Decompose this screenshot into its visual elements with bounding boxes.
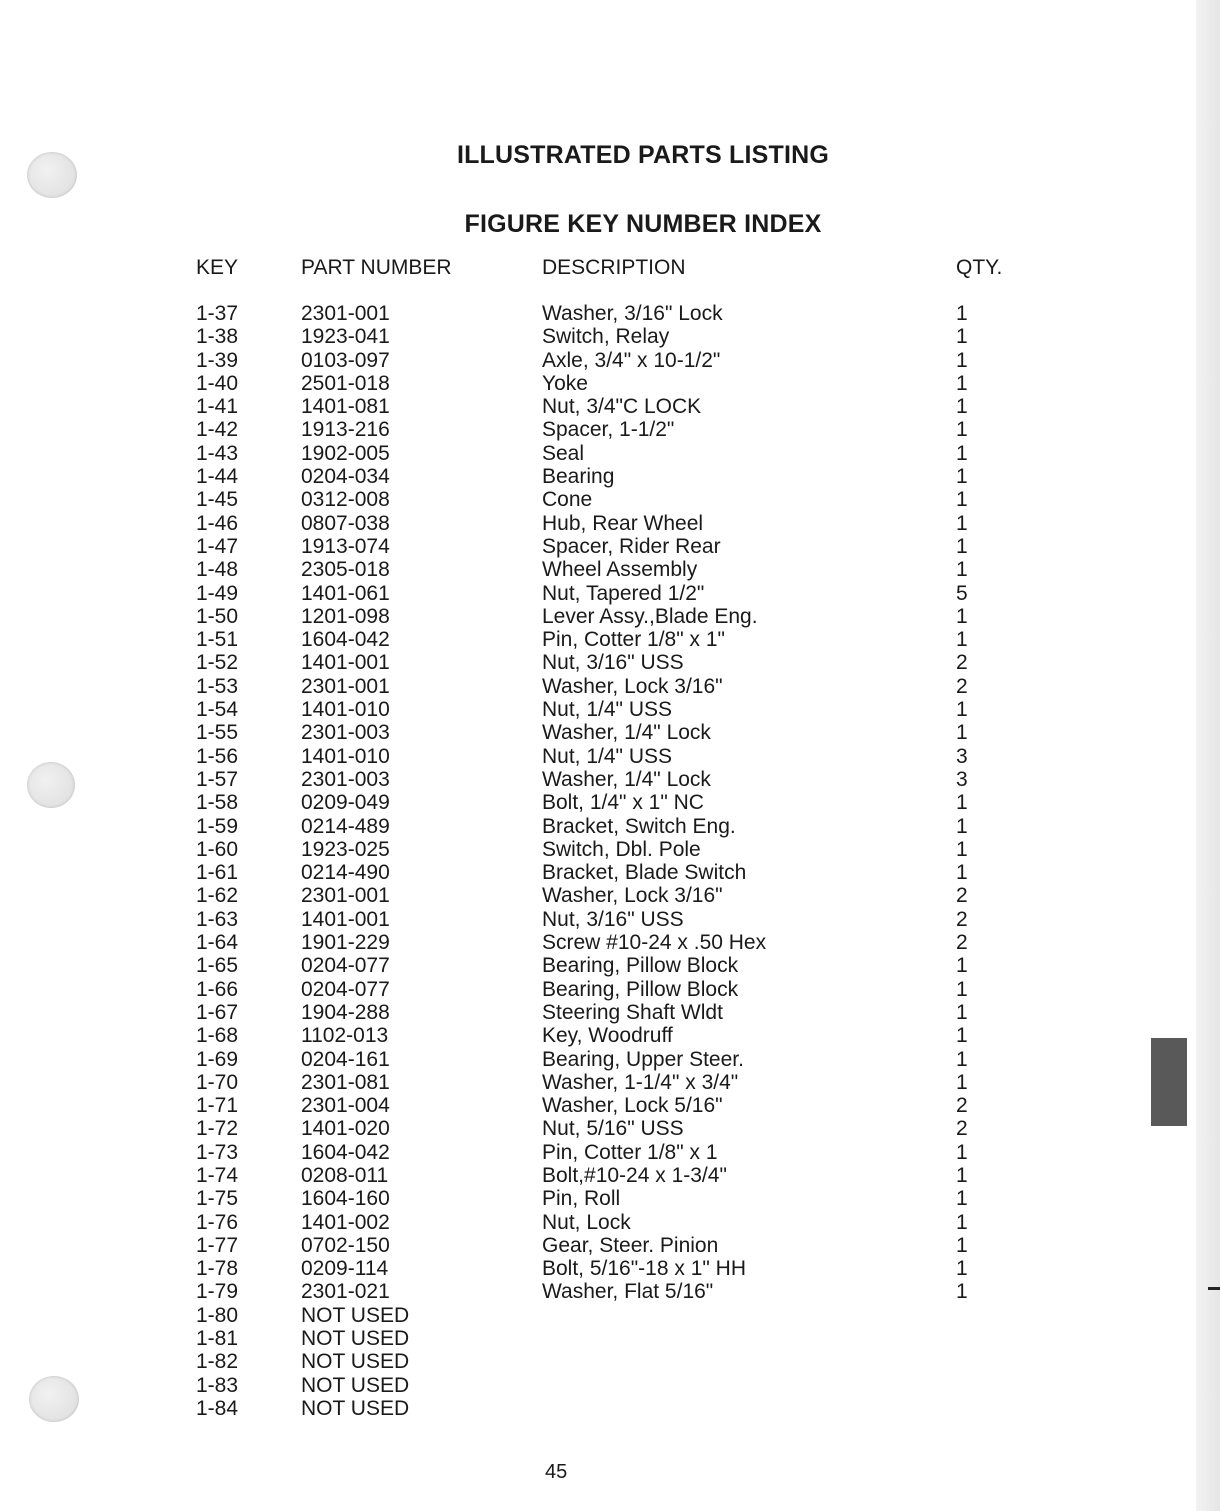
cell-key: 1-55 <box>196 721 239 745</box>
header-qty: QTY. <box>956 256 1003 279</box>
cell-description: Nut, Lock <box>542 1210 631 1234</box>
cell-description: Washer, 3/16" Lock <box>542 302 723 325</box>
cell-description: Washer, Lock 5/16" <box>542 1094 723 1118</box>
cell-qty: 1 <box>956 837 968 861</box>
cell-key: 1-62 <box>196 884 239 908</box>
cell-qty: 1 <box>956 814 968 838</box>
cell-key: 1-37 <box>196 302 239 325</box>
cell-description: Pin, Cotter 1/8" x 1 <box>542 1140 718 1164</box>
cell-key: 1-44 <box>196 465 239 489</box>
cell-description: Bolt,#10-24 x 1-3/4" <box>542 1163 727 1187</box>
cell-qty: 1 <box>956 604 968 628</box>
cell-key: 1-40 <box>196 371 239 395</box>
cell-key: 1-61 <box>196 861 239 885</box>
cell-qty: 1 <box>956 1187 968 1211</box>
cell-part-number: 2301-081 <box>301 1070 390 1094</box>
cell-key: 1-49 <box>196 581 239 605</box>
cell-qty: 1 <box>956 441 968 465</box>
cell-key: 1-56 <box>196 744 239 768</box>
cell-qty: 1 <box>956 861 968 885</box>
cell-qty: 1 <box>956 1280 968 1304</box>
cell-description: Pin, Roll <box>542 1187 621 1211</box>
cell-part-number: 0204-077 <box>301 977 390 1001</box>
cell-part-number: NOT USED <box>301 1303 410 1327</box>
cell-key: 1-83 <box>196 1373 239 1397</box>
cell-part-number: 2301-021 <box>301 1280 390 1304</box>
cell-key: 1-51 <box>196 628 239 652</box>
cell-part-number: NOT USED <box>301 1327 410 1351</box>
cell-description: Bearing <box>542 465 615 489</box>
cell-part-number: 1904-288 <box>301 1000 390 1024</box>
cell-description: Washer, 1-1/4" x 3/4" <box>542 1070 739 1094</box>
cell-qty: 1 <box>956 1210 968 1234</box>
cell-part-number: 0312-008 <box>301 488 390 512</box>
cell-key: 1-80 <box>196 1303 239 1327</box>
cell-key: 1-47 <box>196 534 239 558</box>
cell-part-number: 0209-114 <box>301 1257 389 1281</box>
page-number: 45 <box>545 1461 568 1483</box>
cell-part-number: 1901-229 <box>301 931 390 955</box>
cell-part-number: 2301-001 <box>301 302 390 325</box>
cell-description: Lever Assy.,Blade Eng. <box>542 604 758 628</box>
cell-description: Nut, Tapered 1/2" <box>542 581 705 605</box>
binder-hole-middle <box>27 762 75 808</box>
cell-description: Bolt, 1/4" x 1" NC <box>542 791 704 815</box>
cell-description: Bracket, Switch Eng. <box>542 814 736 838</box>
cell-qty: 1 <box>956 558 968 582</box>
cell-qty: 5 <box>956 581 968 605</box>
header-part-number: PART NUMBER <box>301 256 452 279</box>
cell-key: 1-68 <box>196 1024 239 1048</box>
cell-part-number: 0214-489 <box>301 814 390 838</box>
cell-qty: 1 <box>956 1257 968 1281</box>
cell-qty: 1 <box>956 511 968 535</box>
cell-key: 1-57 <box>196 767 239 791</box>
cell-part-number: 2301-004 <box>301 1094 390 1118</box>
cell-key: 1-79 <box>196 1280 239 1304</box>
cell-key: 1-38 <box>196 325 239 349</box>
cell-description: Seal <box>542 441 585 465</box>
cell-description: Cone <box>542 488 593 512</box>
cell-part-number: 2301-003 <box>301 767 390 791</box>
cell-part-number: 1604-160 <box>301 1187 390 1211</box>
cell-description: Yoke <box>542 371 588 395</box>
cell-description: Spacer, Rider Rear <box>542 534 721 558</box>
cell-key: 1-46 <box>196 511 239 535</box>
cell-part-number: 0103-097 <box>301 348 390 372</box>
cell-key: 1-43 <box>196 441 239 465</box>
cell-qty: 1 <box>956 325 968 349</box>
cell-key: 1-82 <box>196 1350 239 1374</box>
cell-part-number: 1401-010 <box>301 698 390 722</box>
cell-part-number: 0204-034 <box>301 465 390 489</box>
cell-description: Bearing, Upper Steer. <box>542 1047 744 1071</box>
cell-key: 1-75 <box>196 1187 239 1211</box>
cell-qty: 1 <box>956 348 968 372</box>
cell-qty: 1 <box>956 1233 968 1257</box>
cell-key: 1-45 <box>196 488 239 512</box>
cell-part-number: NOT USED <box>301 1350 410 1374</box>
cell-description: Washer, Lock 3/16" <box>542 884 723 908</box>
cell-part-number: 1201-098 <box>301 604 390 628</box>
cell-key: 1-63 <box>196 907 239 931</box>
cell-part-number: NOT USED <box>301 1396 410 1420</box>
cell-qty: 1 <box>956 954 968 978</box>
cell-description: Gear, Steer. Pinion <box>542 1233 719 1257</box>
section-tab-marker <box>1151 1038 1187 1126</box>
cell-key: 1-74 <box>196 1163 239 1187</box>
cell-part-number: 1923-041 <box>301 325 390 349</box>
cell-part-number: 2301-001 <box>301 884 390 908</box>
document-title: ILLUSTRATED PARTS LISTING <box>456 141 830 169</box>
cell-part-number: 1902-005 <box>301 441 390 465</box>
cell-description: Bearing, Pillow Block <box>542 977 739 1001</box>
cell-qty: 3 <box>956 744 968 768</box>
cell-description: Pin, Cotter 1/8" x 1" <box>542 628 725 652</box>
cell-part-number: 0204-077 <box>301 954 390 978</box>
cell-part-number: 0204-161 <box>301 1047 390 1071</box>
cell-description: Nut, 3/16" USS <box>542 651 684 675</box>
cell-part-number: 1401-001 <box>301 907 390 931</box>
cell-key: 1-52 <box>196 651 239 675</box>
cell-key: 1-69 <box>196 1047 239 1071</box>
cell-qty: 3 <box>956 767 968 791</box>
cell-description: Switch, Dbl. Pole <box>542 837 701 861</box>
cell-description: Washer, Flat 5/16" <box>542 1280 714 1304</box>
cell-description: Axle, 3/4" x 10-1/2" <box>542 348 721 372</box>
cell-key: 1-64 <box>196 931 239 955</box>
cell-part-number: 1401-010 <box>301 744 390 768</box>
cell-qty: 1 <box>956 977 968 1001</box>
binder-hole-bottom <box>29 1376 79 1422</box>
cell-key: 1-70 <box>196 1070 239 1094</box>
cell-part-number: 1401-002 <box>301 1210 390 1234</box>
cell-qty: 2 <box>956 651 968 675</box>
cell-qty: 1 <box>956 698 968 722</box>
cell-key: 1-73 <box>196 1140 239 1164</box>
cell-description: Bearing, Pillow Block <box>542 954 739 978</box>
header-description: DESCRIPTION <box>542 256 686 279</box>
cell-description: Bolt, 5/16"-18 x 1" HH <box>542 1257 747 1281</box>
cell-description: Switch, Relay <box>542 325 670 349</box>
cell-part-number: 1102-013 <box>301 1024 389 1048</box>
cell-qty: 2 <box>956 884 968 908</box>
header-key: KEY <box>196 256 239 279</box>
edge-mark <box>1208 1287 1220 1290</box>
cell-qty: 2 <box>956 931 968 955</box>
cell-description: Key, Woodruff <box>542 1024 673 1048</box>
cell-qty: 1 <box>956 418 968 442</box>
cell-qty: 2 <box>956 1117 968 1141</box>
cell-key: 1-77 <box>196 1233 239 1257</box>
cell-key: 1-60 <box>196 837 239 861</box>
cell-key: 1-48 <box>196 558 239 582</box>
cell-key: 1-41 <box>196 395 239 419</box>
cell-part-number: 1913-216 <box>301 418 390 442</box>
cell-key: 1-65 <box>196 954 239 978</box>
cell-description: Nut, 1/4" USS <box>542 744 673 768</box>
cell-part-number: 0214-490 <box>301 861 390 885</box>
cell-description: Bracket, Blade Switch <box>542 861 747 885</box>
cell-key: 1-78 <box>196 1257 239 1281</box>
cell-qty: 1 <box>956 302 968 325</box>
cell-key: 1-76 <box>196 1210 239 1234</box>
cell-part-number: 0209-049 <box>301 791 390 815</box>
cell-key: 1-53 <box>196 674 239 698</box>
document-subtitle: FIGURE KEY NUMBER INDEX <box>464 210 822 238</box>
cell-part-number: 2501-018 <box>301 371 390 395</box>
cell-description: Washer, 1/4" Lock <box>542 721 711 745</box>
cell-qty: 1 <box>956 371 968 395</box>
cell-part-number: 1604-042 <box>301 628 390 652</box>
cell-qty: 1 <box>956 488 968 512</box>
cell-qty: 1 <box>956 721 968 745</box>
cell-qty: 1 <box>956 791 968 815</box>
cell-qty: 1 <box>956 1163 968 1187</box>
cell-qty: 1 <box>956 1070 968 1094</box>
cell-qty: 1 <box>956 465 968 489</box>
cell-description: Steering Shaft Wldt <box>542 1000 723 1024</box>
cell-description: Washer, 1/4" Lock <box>542 767 711 791</box>
cell-key: 1-59 <box>196 814 239 838</box>
cell-key: 1-67 <box>196 1000 239 1024</box>
cell-part-number: 1401-001 <box>301 651 390 675</box>
cell-part-number: 1401-020 <box>301 1117 390 1141</box>
cell-key: 1-39 <box>196 348 239 372</box>
cell-key: 1-71 <box>196 1094 239 1118</box>
cell-part-number: 2305-018 <box>301 558 390 582</box>
cell-qty: 2 <box>956 674 968 698</box>
cell-description: Hub, Rear Wheel <box>542 511 704 535</box>
cell-part-number: 2301-003 <box>301 721 390 745</box>
cell-part-number: 0702-150 <box>301 1233 390 1257</box>
cell-key: 1-66 <box>196 977 239 1001</box>
cell-key: 1-58 <box>196 791 239 815</box>
cell-description: Washer, Lock 3/16" <box>542 674 723 698</box>
cell-key: 1-50 <box>196 604 239 628</box>
cell-qty: 2 <box>956 1094 968 1118</box>
cell-qty: 2 <box>956 907 968 931</box>
cell-qty: 1 <box>956 1047 968 1071</box>
cell-part-number: 2301-001 <box>301 674 390 698</box>
cell-part-number: 1401-061 <box>301 581 390 605</box>
cell-part-number: 1604-042 <box>301 1140 390 1164</box>
cell-qty: 1 <box>956 1140 968 1164</box>
cell-key: 1-54 <box>196 698 239 722</box>
cell-part-number: 1923-025 <box>301 837 390 861</box>
cell-qty: 1 <box>956 1000 968 1024</box>
cell-part-number: 1401-081 <box>301 395 390 419</box>
cell-key: 1-81 <box>196 1327 239 1351</box>
cell-key: 1-42 <box>196 418 239 442</box>
cell-key: 1-84 <box>196 1396 239 1420</box>
cell-description: Nut, 5/16" USS <box>542 1117 684 1141</box>
cell-description: Wheel Assembly <box>542 558 698 582</box>
cell-description: Spacer, 1-1/2" <box>542 418 675 442</box>
cell-key: 1-72 <box>196 1117 239 1141</box>
cell-qty: 1 <box>956 1024 968 1048</box>
cell-qty: 1 <box>956 534 968 558</box>
cell-part-number: NOT USED <box>301 1373 410 1397</box>
cell-description: Screw #10-24 x .50 Hex <box>542 931 767 955</box>
cell-qty: 1 <box>956 628 968 652</box>
cell-part-number: 1913-074 <box>301 534 390 558</box>
cell-description: Nut, 3/16" USS <box>542 907 684 931</box>
cell-part-number: 0208-011 <box>301 1163 389 1187</box>
cell-part-number: 0807-038 <box>301 511 390 535</box>
cell-description: Nut, 1/4" USS <box>542 698 673 722</box>
cell-qty: 1 <box>956 395 968 419</box>
cell-description: Nut, 3/4"C LOCK <box>542 395 702 419</box>
